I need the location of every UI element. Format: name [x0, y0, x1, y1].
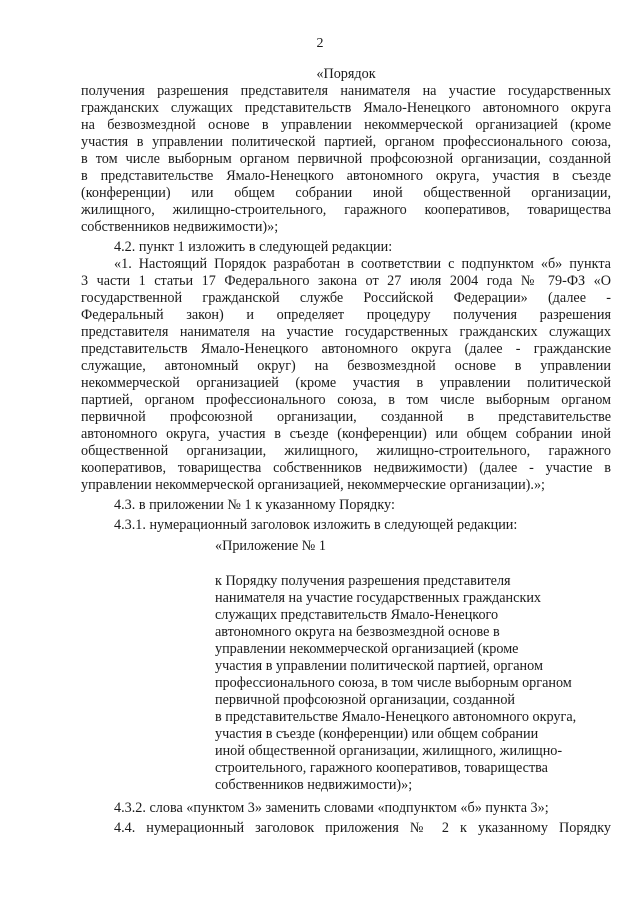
text-line: представителя нанимателя на участие государственных гражданских служащих	[81, 324, 611, 340]
text-line: гражданских служащих представительств Ямало-Ненецкого автономного округа	[81, 100, 611, 116]
text-line: 3 части 1 статьи 17 Федерального закона от 27 июля 2004 года № 79-ФЗ «О	[81, 273, 611, 289]
appendix-line: профессионального союза, в том числе выборным органом	[215, 675, 572, 691]
text-line: получения разрешения представителя нанимателя на участие государственных	[81, 83, 611, 99]
text-line: кооперативов, товарищества собственников недвижимости) (далее - участие в	[81, 460, 611, 476]
appendix-line: к Порядку получения разрешения представителя	[215, 573, 511, 589]
page-number: 2	[316, 36, 324, 51]
text-line: Федеральный закон) и определяет процедуру получения разрешения	[81, 307, 611, 323]
appendix-line: служащих представительств Ямало-Ненецкого	[215, 607, 499, 623]
text-line: участия в управлении политической партией, органом профессионального союза,	[81, 134, 611, 150]
text-line: 4.3.2. слова «пунктом 3» заменить словами «подпунктом «б» пункта 3»;	[114, 800, 549, 816]
text-line: некоммерческой организацией (кроме участия в управлении политической	[81, 375, 611, 391]
text-line: «1. Настоящий Порядок разработан в соответствии с подпунктом «б» пункта	[114, 256, 611, 272]
appendix-line: автономного округа на безвозмездной основе в	[215, 624, 500, 640]
text-line: на безвозмездной основе в управлении некоммерческой организацией (кроме	[81, 117, 611, 133]
appendix-line: в представительстве Ямало-Ненецкого автономного округа,	[215, 709, 577, 725]
appendix-line: управлении некоммерческой организацией (кроме	[215, 641, 519, 657]
appendix-line: собственников недвижимости)»;	[215, 777, 413, 793]
appendix-line: нанимателя на участие государственных гражданских	[215, 590, 542, 606]
text-line: в том числе выборным органом первичной профсоюзной организации, созданной	[81, 151, 611, 167]
text-line: представительств Ямало-Ненецкого автономного округа (далее - гражданские	[81, 341, 611, 357]
appendix-line: участия в управлении политической партией, органом	[215, 658, 543, 674]
text-line: общественной организации, жилищного, жилищно-строительного, гаражного	[81, 443, 611, 459]
title-line: «Порядок	[316, 66, 376, 82]
text-line: первичной профсоюзной организации, созданной в представительстве	[81, 409, 611, 425]
appendix-line: иной общественной организации, жилищного, жилищно-	[215, 743, 563, 759]
text-line: 4.3. в приложении № 1 к указанному Порядку:	[114, 497, 395, 513]
text-line: собственников недвижимости)»;	[81, 219, 279, 235]
text-line: жилищного, жилищно-строительного, гаражного кооперативов, товарищества	[81, 202, 611, 218]
text-line: служащие, автономный округ) на безвозмездной основе в управлении	[81, 358, 611, 374]
appendix-line: участия в съезде (конференции) или общем собрании	[215, 726, 539, 742]
appendix-line: строительного, гаражного кооперативов, товарищества	[215, 760, 548, 776]
appendix-heading: «Приложение № 1	[215, 538, 326, 554]
text-line: 4.4. нумерационный заголовок приложения № 2 к указанному Порядку	[114, 820, 611, 836]
text-line: управлении некоммерческой организацией, некоммерческие организации).»;	[81, 477, 545, 493]
text-line: автономного округа, участия в съезде (конференции) или общем собрании иной	[81, 426, 611, 442]
text-line: партией, органом профессионального союза, в том числе выборным органом	[81, 392, 611, 408]
text-line: 4.2. пункт 1 изложить в следующей редакции:	[114, 239, 393, 255]
text-line: в представительстве Ямало-Ненецкого автономного округа, участия в съезде	[81, 168, 611, 184]
text-line: 4.3.1. нумерационный заголовок изложить в следующей редакции:	[114, 517, 518, 533]
text-line: (конференции) или общем собрании иной общественной организации,	[81, 185, 611, 201]
appendix-line: первичной профсоюзной организации, созданной	[215, 692, 516, 708]
text-line: государственной гражданской службе Российской Федерации» (далее -	[81, 290, 611, 306]
